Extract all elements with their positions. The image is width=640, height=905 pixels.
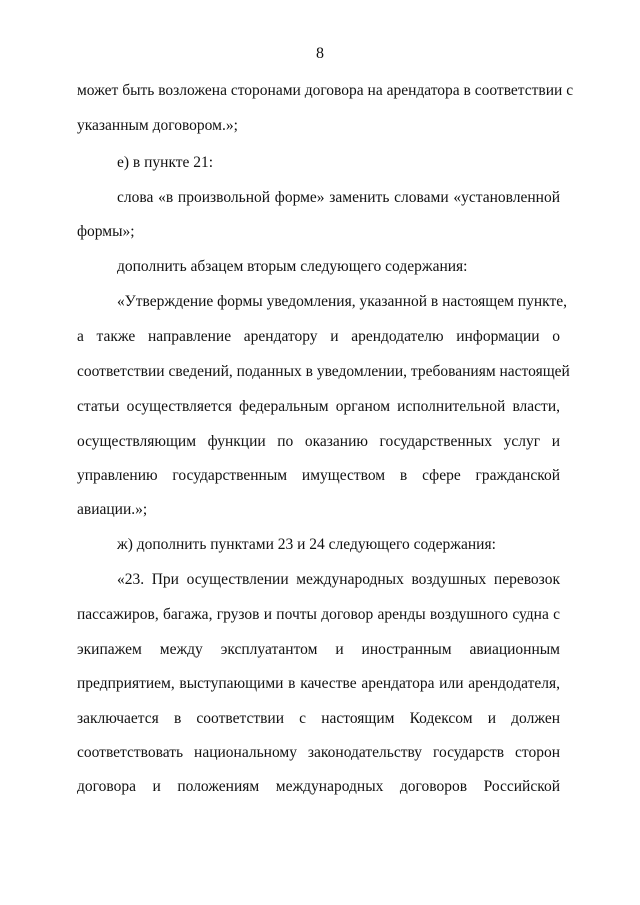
text-line: экипажем между эксплуатантом и иностранным авиационным (77, 641, 560, 658)
text-line: «Утверждение формы уведомления, указанной в настоящем пункте, (117, 293, 567, 310)
text-line: пассажиров, багажа, грузов и почты договор аренды воздушного судна с (77, 606, 560, 623)
text-line: соответствовать национальному законодательству государств сторон (77, 744, 560, 761)
text-line: статьи осуществляется федеральным органом исполнительной власти, (77, 398, 560, 415)
text-line: е) в пункте 21: (117, 154, 214, 171)
text-line: договора и положениям международных договоров Российской (77, 778, 560, 795)
text-line: предприятием, выступающими в качестве арендатора или арендодателя, (77, 675, 560, 692)
text-line: осуществляющим функции по оказанию государственных услуг и (77, 433, 560, 450)
text-line: а также направление арендатору и арендодателю информации о (77, 328, 560, 345)
text-line: может быть возложена сторонами договора на арендатора в соответствии с (77, 82, 574, 99)
text-line: управлению государственным имуществом в сфере гражданской (77, 467, 560, 484)
text-line: заключается в соответствии с настоящим Кодексом и должен (77, 710, 560, 727)
page-number: 8 (316, 45, 324, 62)
text-line: указанным договором.»; (77, 117, 238, 134)
text-line: формы»; (77, 223, 135, 240)
text-line: авиации.»; (77, 501, 148, 518)
text-line: ж) дополнить пунктами 23 и 24 следующего содержания: (117, 536, 496, 553)
text-line: соответствии сведений, поданных в уведомлении, требованиям настоящей (77, 363, 570, 380)
text-line: «23. При осуществлении международных воздушных перевозок (117, 571, 560, 588)
text-line: дополнить абзацем вторым следующего содержания: (117, 258, 468, 275)
text-line: слова «в произвольной форме» заменить словами «установленной (117, 189, 560, 206)
